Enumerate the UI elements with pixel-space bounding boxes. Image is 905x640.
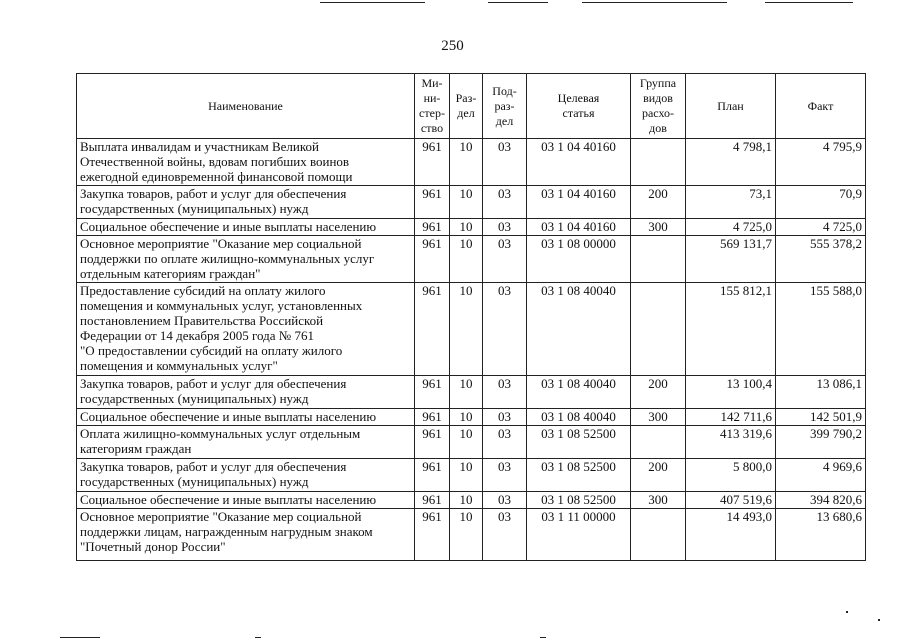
row-fact: 155 588,0 bbox=[776, 283, 866, 376]
row-fact: 142 501,9 bbox=[776, 409, 866, 426]
row-ministry: 961 bbox=[415, 219, 450, 236]
header-target: Целевая статья bbox=[527, 74, 631, 139]
row-plan: 155 812,1 bbox=[686, 283, 776, 376]
table-row bbox=[77, 376, 866, 409]
row-subsection: 03 bbox=[483, 376, 527, 409]
row-plan: 4 725,0 bbox=[686, 219, 776, 236]
row-plan: 73,1 bbox=[686, 186, 776, 219]
row-name: Закупка товаров, работ и услуг для обеспечения государственных (муниципальных) нужд bbox=[77, 459, 415, 492]
row-subsection: 03 bbox=[483, 236, 527, 283]
row-name: Предоставление субсидий на оплату жилого помещения и коммунальных услуг, установленных постановлением Правительства Российской Федерации от 14 декабря 2005 года № 761 "О предоставлении субсидий на оплату жилого помещения и коммунальных услуг" bbox=[77, 283, 415, 376]
row-group: 300 bbox=[631, 409, 686, 426]
row-target: 03 1 11 00000 bbox=[527, 509, 631, 561]
row-fact: 4 969,6 bbox=[776, 459, 866, 492]
header-plan: План bbox=[686, 74, 776, 139]
row-name: Основное мероприятие "Оказание мер социальной поддержки лицам, награжденным нагрудным знаком "Почетный донор России" bbox=[77, 509, 415, 561]
top-rule-4 bbox=[765, 2, 853, 3]
row-section: 10 bbox=[450, 509, 483, 561]
header-fact: Факт bbox=[776, 74, 866, 139]
row-fact: 13 086,1 bbox=[776, 376, 866, 409]
table-row bbox=[77, 186, 866, 219]
row-subsection: 03 bbox=[483, 459, 527, 492]
page-number: 250 bbox=[441, 38, 464, 54]
row-target: 03 1 08 00000 bbox=[527, 236, 631, 283]
row-subsection: 03 bbox=[483, 509, 527, 561]
row-group bbox=[631, 509, 686, 561]
row-fact: 4 795,9 bbox=[776, 139, 866, 186]
row-section: 10 bbox=[450, 409, 483, 426]
row-plan: 413 319,6 bbox=[686, 426, 776, 459]
row-target: 03 1 04 40160 bbox=[527, 139, 631, 186]
row-name: Закупка товаров, работ и услуг для обеспечения государственных (муниципальных) нужд bbox=[77, 376, 415, 409]
row-ministry: 961 bbox=[415, 139, 450, 186]
row-fact: 394 820,6 bbox=[776, 492, 866, 509]
header-subsection: Под- раз- дел bbox=[483, 74, 527, 139]
row-name: Социальное обеспечение и иные выплаты населению bbox=[77, 219, 415, 236]
top-rule-1 bbox=[320, 2, 425, 3]
table-row bbox=[77, 236, 866, 283]
row-section: 10 bbox=[450, 426, 483, 459]
row-subsection: 03 bbox=[483, 409, 527, 426]
header-ministry: Ми- ни- стер- ство bbox=[415, 74, 450, 139]
row-group bbox=[631, 426, 686, 459]
row-group: 200 bbox=[631, 459, 686, 492]
row-group: 200 bbox=[631, 376, 686, 409]
row-group bbox=[631, 139, 686, 186]
row-target: 03 1 08 40040 bbox=[527, 283, 631, 376]
table-row bbox=[77, 409, 866, 426]
row-group bbox=[631, 283, 686, 376]
table-row bbox=[77, 426, 866, 459]
row-name: Закупка товаров, работ и услуг для обеспечения государственных (муниципальных) нужд bbox=[77, 186, 415, 219]
row-name: Социальное обеспечение и иные выплаты населению bbox=[77, 409, 415, 426]
expenditure-table bbox=[76, 73, 866, 561]
bottom-rule-1 bbox=[60, 637, 100, 638]
row-fact: 70,9 bbox=[776, 186, 866, 219]
header-name: Наименование bbox=[77, 74, 415, 139]
table-row bbox=[77, 492, 866, 509]
row-plan: 14 493,0 bbox=[686, 509, 776, 561]
row-subsection: 03 bbox=[483, 283, 527, 376]
row-fact: 13 680,6 bbox=[776, 509, 866, 561]
row-section: 10 bbox=[450, 283, 483, 376]
row-section: 10 bbox=[450, 219, 483, 236]
row-section: 10 bbox=[450, 236, 483, 283]
row-target: 03 1 08 52500 bbox=[527, 492, 631, 509]
row-plan: 5 800,0 bbox=[686, 459, 776, 492]
row-name: Выплата инвалидам и участникам Великой Отечественной войны, вдовам погибших воинов ежегодной единовременной финансовой помощи bbox=[77, 139, 415, 186]
scan-speck-1 bbox=[846, 611, 848, 613]
row-plan: 4 798,1 bbox=[686, 139, 776, 186]
scan-speck-2 bbox=[878, 619, 880, 621]
row-group: 300 bbox=[631, 492, 686, 509]
table-row bbox=[77, 459, 866, 492]
row-group: 300 bbox=[631, 219, 686, 236]
row-ministry: 961 bbox=[415, 409, 450, 426]
row-name: Основное мероприятие "Оказание мер социальной поддержки по оплате жилищно-коммунальных услуг отдельным категориям граждан" bbox=[77, 236, 415, 283]
row-section: 10 bbox=[450, 459, 483, 492]
row-fact: 4 725,0 bbox=[776, 219, 866, 236]
row-target: 03 1 08 40040 bbox=[527, 409, 631, 426]
bottom-rule-3 bbox=[540, 637, 546, 638]
row-ministry: 961 bbox=[415, 236, 450, 283]
row-plan: 142 711,6 bbox=[686, 409, 776, 426]
row-ministry: 961 bbox=[415, 492, 450, 509]
row-section: 10 bbox=[450, 186, 483, 219]
row-name: Оплата жилищно-коммунальных услуг отдельным категориям граждан bbox=[77, 426, 415, 459]
header-group: Группа видов расхо- дов bbox=[631, 74, 686, 139]
header-section: Раз- дел bbox=[450, 74, 483, 139]
table-header-row bbox=[77, 74, 866, 139]
row-plan: 569 131,7 bbox=[686, 236, 776, 283]
row-group: 200 bbox=[631, 186, 686, 219]
row-ministry: 961 bbox=[415, 459, 450, 492]
row-plan: 13 100,4 bbox=[686, 376, 776, 409]
row-ministry: 961 bbox=[415, 426, 450, 459]
row-ministry: 961 bbox=[415, 186, 450, 219]
row-target: 03 1 08 52500 bbox=[527, 426, 631, 459]
row-ministry: 961 bbox=[415, 376, 450, 409]
row-target: 03 1 08 40040 bbox=[527, 376, 631, 409]
bottom-rule-2 bbox=[255, 637, 261, 638]
row-plan: 407 519,6 bbox=[686, 492, 776, 509]
row-target: 03 1 08 52500 bbox=[527, 459, 631, 492]
row-name: Социальное обеспечение и иные выплаты населению bbox=[77, 492, 415, 509]
row-target: 03 1 04 40160 bbox=[527, 186, 631, 219]
row-group bbox=[631, 236, 686, 283]
row-section: 10 bbox=[450, 139, 483, 186]
row-subsection: 03 bbox=[483, 186, 527, 219]
top-rule-3 bbox=[582, 2, 727, 3]
table-row bbox=[77, 509, 866, 561]
row-fact: 399 790,2 bbox=[776, 426, 866, 459]
row-ministry: 961 bbox=[415, 509, 450, 561]
table-row bbox=[77, 139, 866, 186]
table-row bbox=[77, 219, 866, 236]
table-row bbox=[77, 283, 866, 376]
row-section: 10 bbox=[450, 376, 483, 409]
top-rule-2 bbox=[488, 2, 548, 3]
row-subsection: 03 bbox=[483, 492, 527, 509]
row-section: 10 bbox=[450, 492, 483, 509]
row-subsection: 03 bbox=[483, 426, 527, 459]
row-subsection: 03 bbox=[483, 139, 527, 186]
row-subsection: 03 bbox=[483, 219, 527, 236]
row-fact: 555 378,2 bbox=[776, 236, 866, 283]
row-target: 03 1 04 40160 bbox=[527, 219, 631, 236]
row-ministry: 961 bbox=[415, 283, 450, 376]
